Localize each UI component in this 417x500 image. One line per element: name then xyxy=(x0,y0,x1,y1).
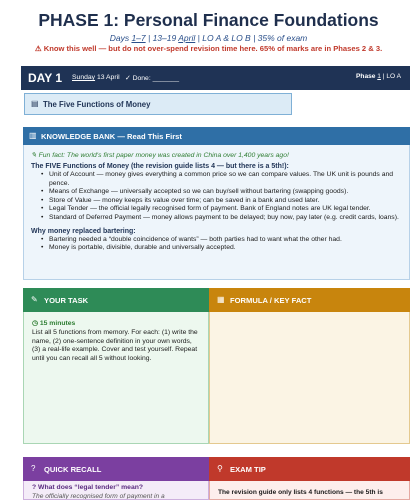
task-title: YOUR TASK xyxy=(44,296,89,305)
list-item: • Bartering needed a “double coincidence of wants” — both parties had to want what the other had. xyxy=(41,236,402,245)
knowledge-bank-title: KNOWLEDGE BANK — Read This First xyxy=(41,132,182,141)
table-icon: ▦ xyxy=(217,295,225,304)
list-item: • Standard of Deferred Payment — money allows payment to be delayed; buy now, pay later (e.g. credit cards, loans). xyxy=(41,214,402,223)
recall-question-text: What does “legal tender” mean? xyxy=(38,484,144,491)
pin-icon: ⚲ xyxy=(217,464,223,473)
list-item: • Money is portable, divisible, durable and universally accepted. xyxy=(41,244,402,253)
done-field[interactable]: ✓ Done: _______ xyxy=(125,75,180,82)
exam-tip-title: EXAM TIP xyxy=(230,465,266,474)
functions-heading: The FIVE Functions of Money (the revision guide lists 4 — but there is a 5th!): xyxy=(31,163,289,170)
formula-body[interactable] xyxy=(209,312,410,444)
subtitle-month: April xyxy=(178,33,196,43)
day-date xyxy=(72,74,120,81)
list-item: • Means of Exchange — universally accepted so we can buy/sell without bartering (swapping goods). xyxy=(41,188,402,197)
list-item: • Store of Value — money keeps its value over time; can be saved in a bank and used later. xyxy=(41,197,402,206)
recall-body xyxy=(23,481,209,500)
book-icon: ▤ xyxy=(31,99,39,108)
phase-lo: | LO A xyxy=(380,73,401,80)
question-icon: ? xyxy=(31,464,36,473)
page-subtitle xyxy=(0,33,417,43)
functions-list xyxy=(41,171,402,223)
question-icon: ? xyxy=(32,484,37,491)
phase-number: 1 xyxy=(377,73,381,80)
formula-header xyxy=(209,288,410,312)
barter-heading: Why money replaced bartering: xyxy=(31,227,136,235)
topic-box xyxy=(24,93,292,115)
task-header xyxy=(23,288,209,312)
formula-title: FORMULA / KEY FACT xyxy=(230,296,312,305)
phase-label-text: Phase xyxy=(356,73,378,80)
day-label: DAY 1 xyxy=(28,71,63,85)
exam-tip-text: The revision guide only lists 4 functions — the 5th is xyxy=(218,489,383,496)
book-open-icon: ▥ xyxy=(29,131,37,140)
subtitle-days-label: Days xyxy=(109,33,132,43)
day-header xyxy=(21,66,410,90)
recall-question xyxy=(32,484,200,491)
pencil-icon: ✎ xyxy=(31,295,38,304)
barter-list xyxy=(41,236,402,253)
knowledge-bank-header xyxy=(23,127,410,145)
day-date-text: 13 April xyxy=(96,74,120,81)
list-item: • Unit of Account — money gives everything a common price so we can compare values. The UK unit is pounds and pence. xyxy=(41,171,402,188)
warning-triangle-icon: ⚠ xyxy=(34,44,42,53)
exam-tip-body xyxy=(209,481,410,500)
task-time-text: 15 minutes xyxy=(39,320,76,327)
fun-fact-text: Fun fact: The world's first paper money was created in China over 1,400 years ago! xyxy=(38,152,289,159)
subtitle-days-mid: | 13–19 xyxy=(145,33,179,43)
task-time xyxy=(32,319,200,327)
clock-icon: ◷ xyxy=(32,320,38,327)
exam-tip-header xyxy=(209,457,410,481)
task-description: List all 5 functions from memory. For each: (1) write the name, (2) one-sentence definition in your own words, (3) a real-life example. Cover and test yourself. Repeat until you can recall all 5 without looking. xyxy=(32,329,198,363)
task-body xyxy=(23,312,209,444)
subtitle-days-range: 1–7 xyxy=(131,33,146,43)
warning-banner xyxy=(0,44,417,53)
pencil-icon: ✎ xyxy=(31,152,37,159)
warning-text: Know this well — but do not over-spend revision time here. 65% of marks are in Phases 2 & 3. xyxy=(43,44,383,53)
page-title: PHASE 1: Personal Finance Foundations xyxy=(38,10,379,30)
recall-title: QUICK RECALL xyxy=(44,465,102,474)
recall-header xyxy=(23,457,209,481)
knowledge-bank-body xyxy=(23,145,410,280)
list-item: • Legal Tender — the official legally recognised form of payment. Bank of England notes are UK legal tender. xyxy=(41,205,402,214)
topic-title: The Five Functions of Money xyxy=(43,100,151,109)
day-weekday: Sunday xyxy=(72,74,96,81)
phase-label xyxy=(356,73,401,80)
fun-fact xyxy=(31,151,402,159)
subtitle-percent: | 35% of exam xyxy=(250,33,308,43)
recall-answer: The officially recognised form of payment in a xyxy=(32,493,165,500)
subtitle-lo: | LO A & LO B xyxy=(195,33,251,43)
